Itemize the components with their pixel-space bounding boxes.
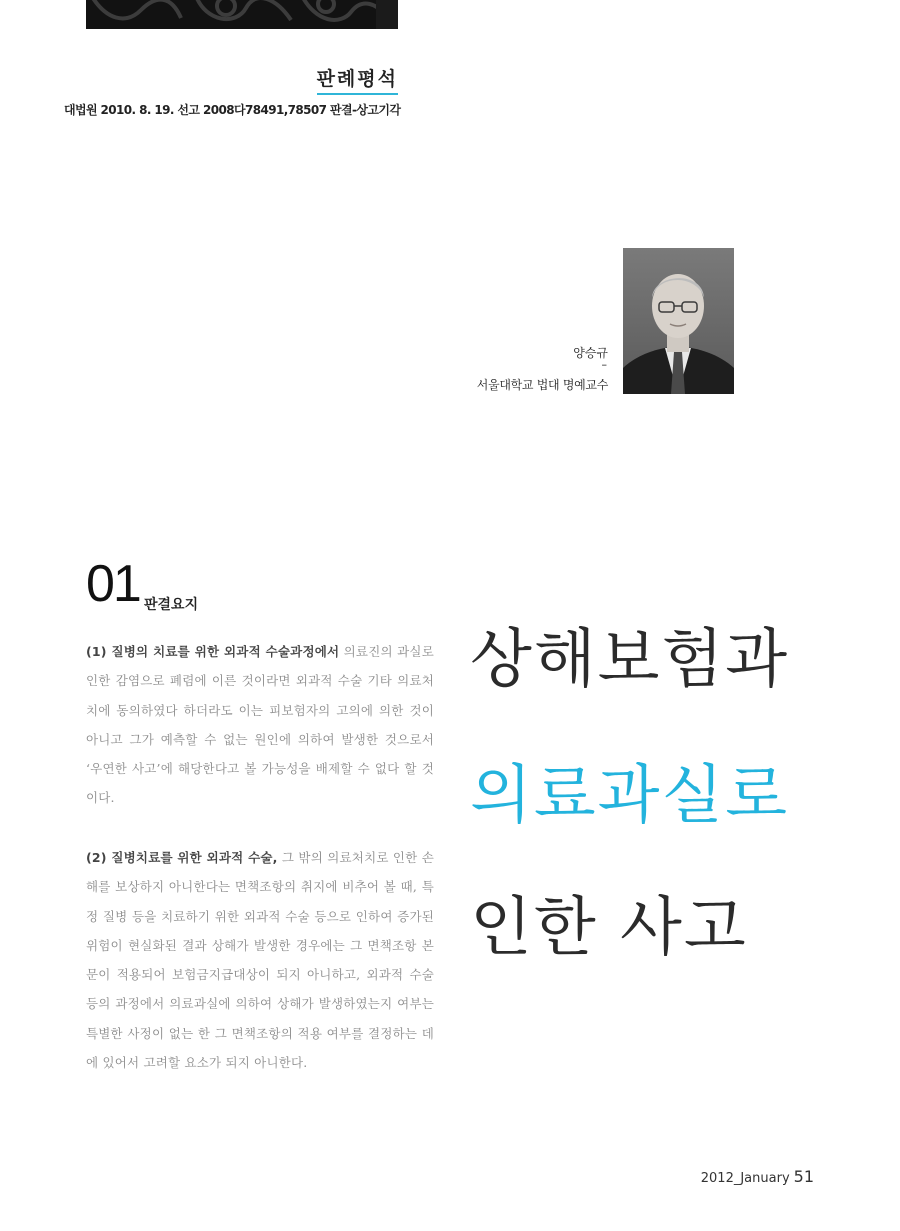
paragraph-lead: (2) 질병치료를 위한 외과적 수술, — [86, 850, 278, 865]
headline-line-3: 인한 사고 — [470, 891, 748, 965]
author-portrait — [623, 248, 734, 394]
paragraph-lead: (1) 질병의 치료를 위한 외과적 수술과정에서 — [86, 644, 340, 659]
headline-line-2: 의료과실로 — [470, 759, 790, 833]
case-reference: 대법원 2010. 8. 19. 선고 2008다78491,78507 판결-상고기각 — [64, 103, 401, 117]
section-title: 판례평석 — [317, 64, 398, 95]
author-affiliation: 서울대학교 법대 명예교수 — [476, 378, 608, 392]
section-label: 판결요지 — [144, 597, 199, 613]
headline-line-1: 상해보험과 — [470, 623, 790, 697]
author-dash: – — [601, 358, 607, 371]
issue-label: 2012_January — [700, 1171, 790, 1186]
section-number: 01 — [86, 555, 140, 613]
paragraph-body: 그 밖의 의료처치로 인한 손해를 보상하지 아니한다는 면책조항의 취지에 비추어 볼 때, 특정 질병 등을 치료하기 위한 외과적 수술 등으로 인하여 증가된 위험이 현실화된 결과 상해가 발생한 경우에는 그 면책조항 본문이 적용되어 보험금지급대상이 되지 아니하고, 외과적 수술 등의 과정에서 의료과실에 의하여 상해가 발생하였는지 여부는 특별한 사정이 없는 한 그 면책조항의 적용 여부를 결정하는 데에 있어서 고려할 요소가 되지 아니한다. — [86, 850, 434, 1071]
ruling-paragraph-2 — [86, 843, 434, 1077]
author-name: 양승규 — [573, 346, 608, 360]
page-number: 51 — [793, 1167, 814, 1186]
page-footer — [701, 1167, 814, 1186]
paragraph-body: 의료진의 과실로 인한 감염으로 폐렴에 이른 것이라면 외과적 수술 기타 의료처치에 동의하였다 하더라도 이는 피보험자의 고의에 의한 것이 아니고 그가 예측할 수 없는 원인에 의하여 발생한 것으로서 ‘우연한 사고’에 해당한다고 볼 가능성을 배제할 수 없다 할 것이다. — [86, 644, 434, 806]
ruling-paragraph-1 — [86, 637, 434, 813]
decorative-pattern-banner — [86, 0, 398, 29]
